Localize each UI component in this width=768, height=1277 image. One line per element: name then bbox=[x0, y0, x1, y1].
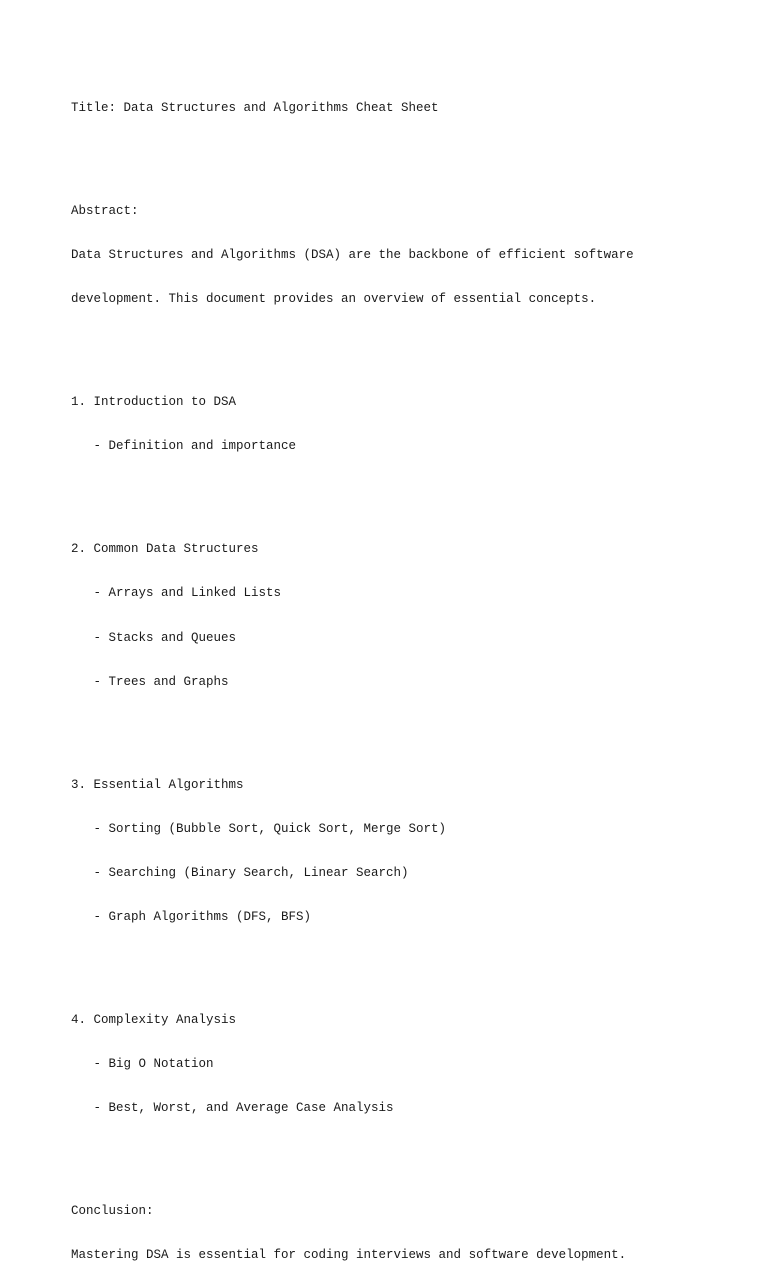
conclusion-text: Mastering DSA is essential for coding interviews and software development. bbox=[71, 1247, 627, 1262]
spacer bbox=[71, 954, 731, 969]
section-item: - Best, Worst, and Average Case Analysis bbox=[93, 1100, 394, 1115]
spacer bbox=[71, 719, 731, 734]
spacer bbox=[71, 337, 731, 352]
section-item: - Sorting (Bubble Sort, Quick Sort, Merge Sort) bbox=[93, 821, 447, 836]
section-item: - Arrays and Linked Lists bbox=[93, 586, 282, 601]
spacer bbox=[71, 484, 731, 499]
section-item: - Definition and importance bbox=[93, 439, 297, 454]
section-heading: 2. Common Data Structures bbox=[71, 542, 259, 557]
abstract-line: Data Structures and Algorithms (DSA) are the backbone of efficient software bbox=[71, 248, 634, 263]
section-item: - Searching (Binary Search, Linear Search) bbox=[93, 865, 409, 880]
section-heading: 1. Introduction to DSA bbox=[71, 395, 237, 410]
section-item: - Big O Notation bbox=[93, 1056, 214, 1071]
section-item: - Graph Algorithms (DFS, BFS) bbox=[93, 909, 312, 924]
conclusion-heading: Conclusion: bbox=[71, 1203, 154, 1218]
abstract-line: development. This document provides an overview of essential concepts. bbox=[71, 292, 597, 307]
document-body bbox=[71, 72, 731, 1277]
spacer bbox=[71, 146, 731, 161]
document-title: Title: Data Structures and Algorithms Cheat Sheet bbox=[71, 101, 439, 116]
section-item: - Trees and Graphs bbox=[93, 674, 229, 689]
abstract-heading: Abstract: bbox=[71, 204, 139, 219]
spacer bbox=[71, 1145, 731, 1160]
section-item: - Stacks and Queues bbox=[93, 630, 237, 645]
section-heading: 3. Essential Algorithms bbox=[71, 777, 244, 792]
section-heading: 4. Complexity Analysis bbox=[71, 1012, 237, 1027]
